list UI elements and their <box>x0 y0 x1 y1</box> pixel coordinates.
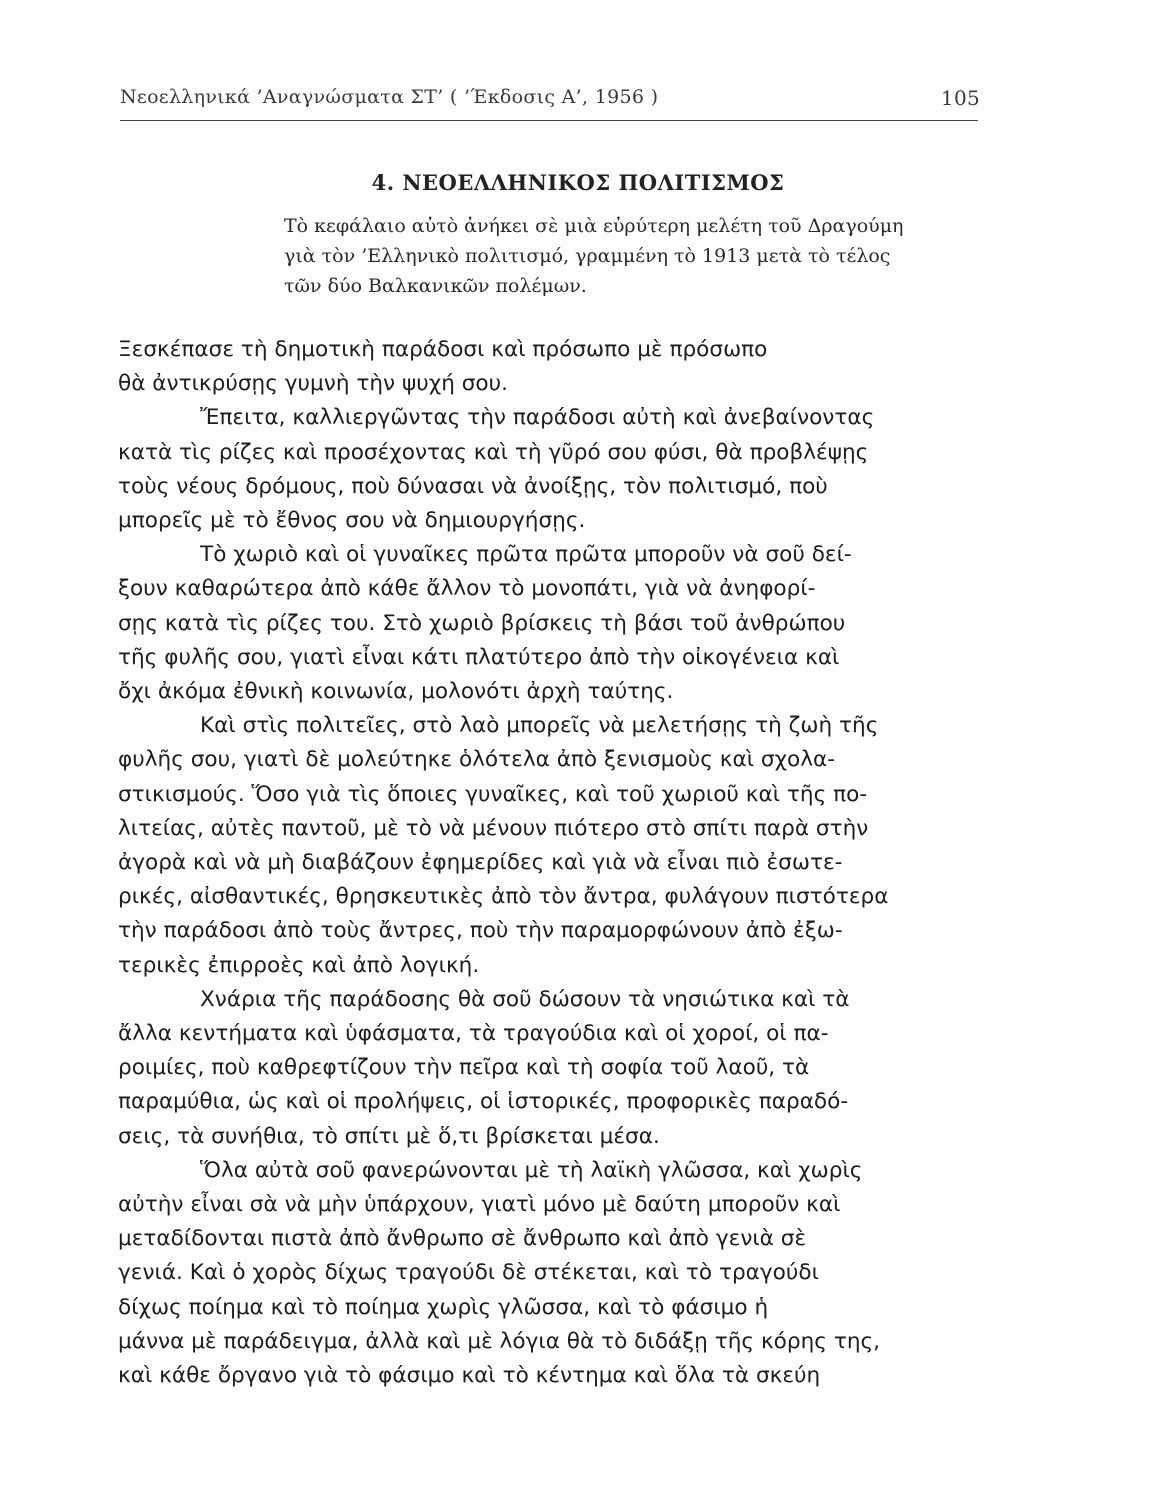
body-line: τὴν παράδοσι ἀπὸ τοὺς ἄντρες, ποὺ τὴν παραμορφώνουν ἀπὸ ἐξω- <box>118 918 843 944</box>
body-line: δίχως ποίημα καὶ τὸ ποίημα χωρὶς γλῶσσα, καὶ τὸ φάσιμο ἡ <box>118 1294 769 1320</box>
body-line: Καὶ στὶς πολιτεῖες, στὸ λαὸ μπορεῖς νὰ μελετήσῃς τὴ ζωὴ τῆς <box>200 713 879 739</box>
body-line: στικισμούς. Ὅσο γιὰ τὶς ὅποιες γυναῖκες, καὶ τοῦ χωριοῦ καὶ τῆς πο- <box>118 781 868 807</box>
body-line: ἄλλα κεντήματα καὶ ὑφάσματα, τὰ τραγούδια καὶ οἱ χοροί, οἱ πα- <box>118 1021 829 1047</box>
body-line: γενιά. Καὶ ὁ χορὸς δίχως τραγούδι δὲ στέκεται, καὶ τὸ τραγούδι <box>118 1260 819 1286</box>
body-line: σῃς κατὰ τὶς ρίζες του. Στὸ χωριὸ βρίσκεις τὴ βάσι τοῦ ἀνθρώπου <box>118 610 846 636</box>
body-line: μάννα μὲ παράδειγμα, ἀλλὰ καὶ μὲ λόγια θὰ τὸ διδάξῃ τῆς κόρης της, <box>118 1328 881 1354</box>
page-number: 105 <box>940 86 980 110</box>
body-line: Ἔπειτα, καλλιεργῶντας τὴν παράδοσι αὐτὴ καὶ ἀνεβαίνοντας <box>200 405 875 431</box>
body-line: ροιμίες, ποὺ καθρεφτίζουν τὴν πεῖρα καὶ τὴ σοφία τοῦ λαοῦ, τὰ <box>118 1055 810 1081</box>
body-line: θὰ ἀντικρύσῃς γυμνὴ τὴν ψυχή σου. <box>118 371 509 397</box>
body-line: μπορεῖς μὲ τὸ ἔθνος σου νὰ δημιουργήσῃς. <box>118 508 586 534</box>
body-line: φυλῆς σου, γιατὶ δὲ μολεύτηκε ὁλότελα ἀπὸ ξενισμοὺς καὶ σχολα- <box>118 747 836 773</box>
body-line: Χνάρια τῆς παράδοσης θὰ σοῦ δώσουν τὰ νησιώτικα καὶ τὰ <box>200 986 850 1012</box>
body-line: τερικὲς ἐπιρροὲς καὶ ἀπὸ λογική. <box>118 952 480 978</box>
body-line: λιτείας, αὐτὲς παντοῦ, μὲ τὸ νὰ μένουν πιότερο στὸ σπίτι παρὰ στὴν <box>118 815 869 841</box>
body-line: παραμύθια, ὡς καὶ οἱ προλήψεις, οἱ ἱστορικές, προφορικὲς παραδό- <box>118 1089 849 1115</box>
body-line: ξουν καθαρώτερα ἀπὸ κάθε ἄλλον τὸ μονοπάτι, γιὰ νὰ ἀνηφορί- <box>118 576 816 602</box>
body-line: κατὰ τὶς ρίζες καὶ προσέχοντας καὶ τὴ γῦρό σου φύσι, θὰ προβλέψῃς <box>118 439 869 465</box>
body-line: ὄχι ἀκόμα ἐθνικὴ κοινωνία, μολονότι ἀρχὴ ταύτης. <box>118 679 674 705</box>
header-rule <box>120 120 978 121</box>
body-line: ρικές, αἰσθαντικές, θρησκευτικὲς ἀπὸ τὸν ἄντρα, φυλάγουν πιστότερα <box>118 884 889 910</box>
body-line: Ὅλα αὐτὰ σοῦ φανερώνονται μὲ τὴ λαϊκὴ γλῶσσα, καὶ χωρὶς <box>200 1157 863 1183</box>
chapter-title: 4. ΝΕΟΕΛΛΗΝΙΚΟΣ ΠΟΛΙΤΙΣΜΟΣ <box>371 170 785 195</box>
intro-line: τῶν δύο Βαλκανικῶν πολέμων. <box>284 275 587 297</box>
body-line: Τὸ χωριὸ καὶ οἱ γυναῖκες πρῶτα πρῶτα μποροῦν νὰ σοῦ δεί- <box>200 542 852 568</box>
body-line: τῆς φυλῆς σου, γιατὶ εἶναι κάτι πλατύτερο ἀπὸ τὴν οἰκογένεια καὶ <box>118 644 840 670</box>
body-line: Ξεσκέπασε τὴ δημοτικὴ παράδοσι καὶ πρόσωπο μὲ πρόσωπο <box>118 337 768 362</box>
body-line: σεις, τὰ συνήθια, τὸ σπίτι μὲ ὅ,τι βρίσκεται μέσα. <box>118 1123 660 1149</box>
intro-line: Τὸ κεφάλαιο αὐτὸ ἀνήκει σὲ μιὰ εὐρύτερη μελέτη τοῦ Δραγούμη <box>284 215 904 237</box>
body-line: αὐτὴν εἶναι σὰ νὰ μὴν ὑπάρχουν, γιατὶ μόνο μὲ δαύτη μποροῦν καὶ <box>118 1192 841 1218</box>
body-line: ἀγορὰ καὶ νὰ μὴ διαβάζουν ἐφημερίδες καὶ γιὰ νὰ εἶναι πιὸ ἐσωτε- <box>118 850 843 876</box>
body-line: καὶ κάθε ὄργανο γιὰ τὸ φάσιμο καὶ τὸ κέντημα καὶ ὅλα τὰ σκεύη <box>118 1363 821 1389</box>
intro-line: γιὰ τὸν ’Ελληνικὸ πολιτισμό, γραμμένη τὸ 1913 μετὰ τὸ τέλος <box>284 245 891 267</box>
running-header <box>120 78 980 118</box>
body-text <box>118 333 988 1393</box>
chapter-introduction <box>284 211 984 301</box>
body-line: τοὺς νέους δρόμους, ποὺ δύνασαι νὰ ἀνοίξῃς, τὸν πολιτισμό, ποὺ <box>118 473 828 499</box>
running-title: Νεοελληνικά ’Αναγνώσματα ΣΤ’ ( ’Έκδοσις Α’, 1956 ) <box>120 86 659 108</box>
body-line: μεταδίδονται πιστὰ ἀπὸ ἄνθρωπο σὲ ἄνθρωπο καὶ ἀπὸ γενιὰ σὲ <box>118 1226 807 1252</box>
